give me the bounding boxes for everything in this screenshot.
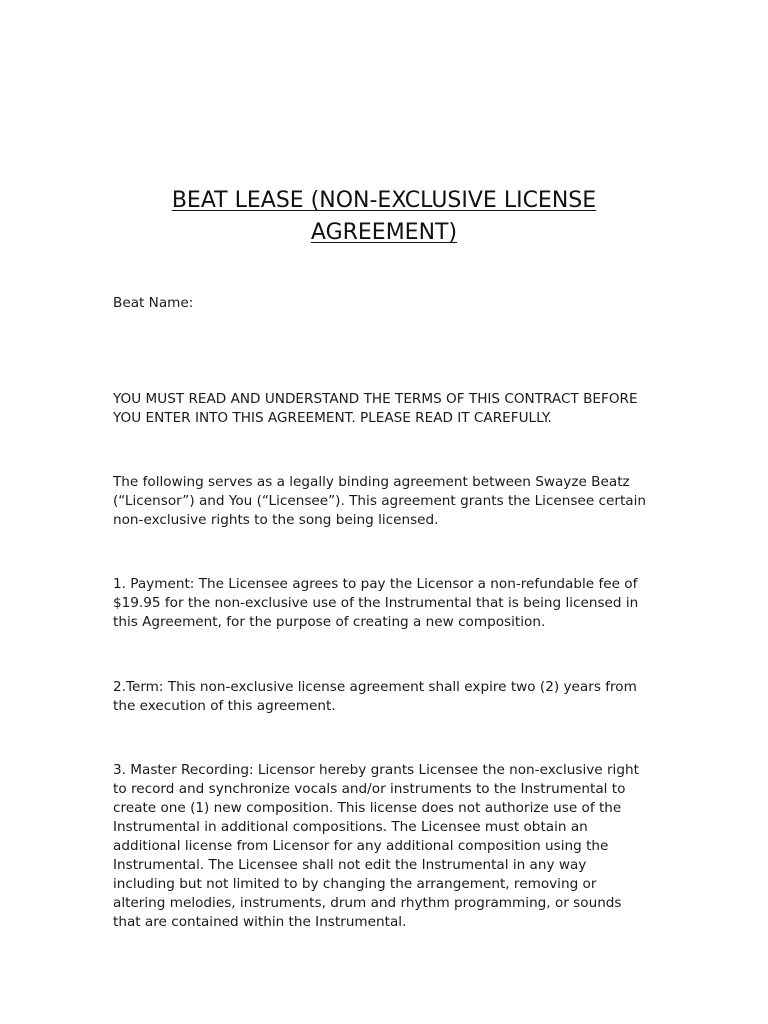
payment-clause: 1. Payment: The Licensee agrees to pay the Licensor a non-refundable fee of $19.95 for the non-exclusive use of the Instrumental that is being licensed in this Agreement, for the purpose of creating a new composition.	[113, 576, 639, 630]
notice-paragraph: YOU MUST READ AND UNDERSTAND THE TERMS OF THIS CONTRACT BEFORE YOU ENTER INTO THIS AGREEMENT. PLEASE READ IT CAREFULLY.	[113, 391, 638, 426]
document-title: BEAT LEASE (NON-EXCLUSIVE LICENSE AGREEMENT)	[171, 188, 597, 245]
master-recording-clause: 3. Master Recording: Licensor hereby grants Licensee the non-exclusive right to record and synchronize vocals and/or instruments to the Instrumental to create one (1) new composition. This license does not authorize use of the Instrumental in additional compositions. The Licensee must obtain an additional license from Licensor for any additional composition using the Instrumental. The Licensee shall not edit the Instrumental in any way including but not limited to by changing the arrangement, removing or altering melodies, instruments, drum and rhythm programming, or sounds that are contained within the Instrumental.	[113, 762, 639, 930]
beat-name-label: Beat Name:	[113, 295, 194, 311]
intro-paragraph: The following serves as a legally binding agreement between Swayze Beatz (“Licensor”) and You (“Licensee”). This agreement grants the Licensee certain non-exclusive rights to the song being licensed.	[113, 474, 647, 528]
term-clause: 2.Term: This non-exclusive license agreement shall expire two (2) years from the execution of this agreement.	[113, 679, 637, 714]
